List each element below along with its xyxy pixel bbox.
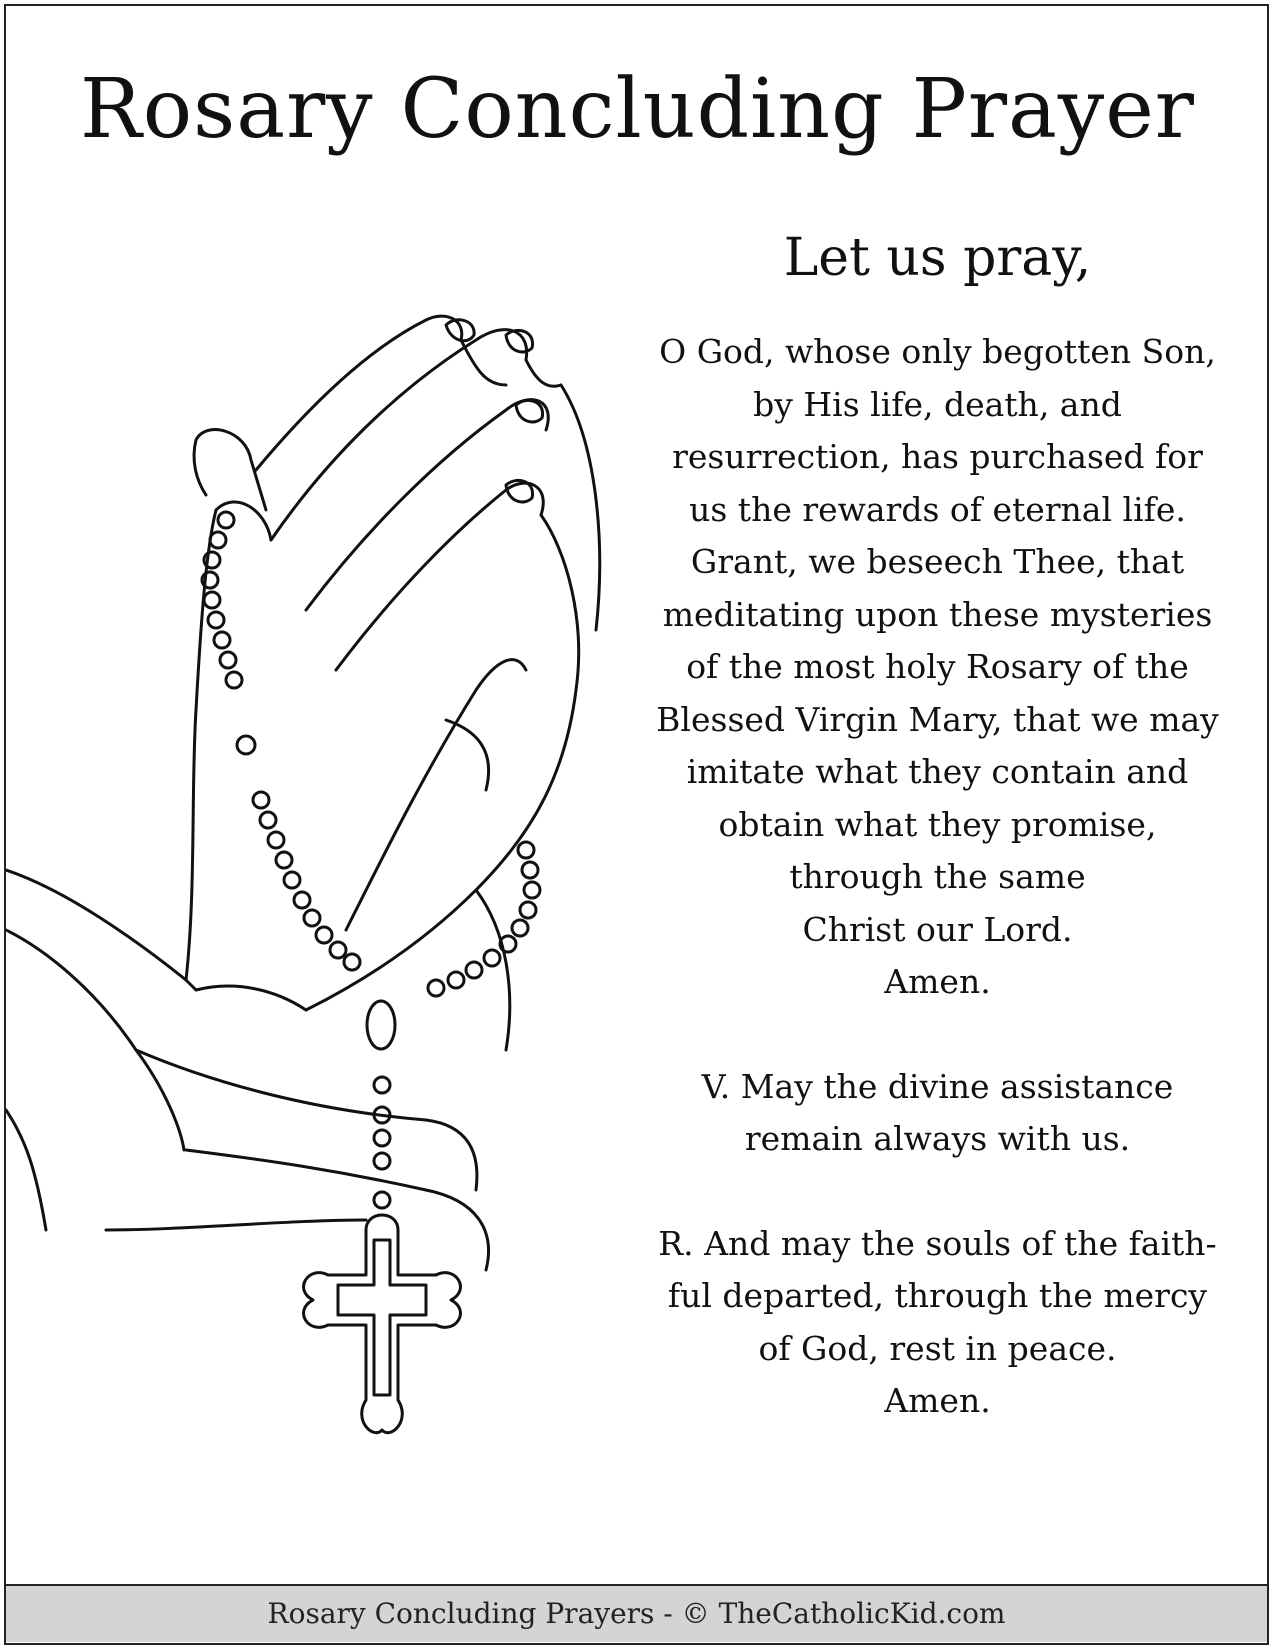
spacer	[650, 1166, 1225, 1218]
footer-credit: Rosary Concluding Prayers - © TheCatholicKid.com	[6, 1584, 1267, 1642]
prayer-line: Grant, we beseech Thee, that	[690, 542, 1185, 581]
prayer-line: by His life, death, and	[753, 384, 1122, 424]
praying-hands-with-rosary-icon	[6, 290, 646, 1500]
prayer-line: Amen.	[884, 962, 991, 1001]
response-line: ful departed, through the mercy	[667, 1276, 1208, 1315]
prayer-line: Blessed Virgin Mary, that we may	[656, 699, 1219, 739]
prayer-line: imitate what they contain and	[686, 752, 1189, 791]
response-line: Amen.	[884, 1381, 991, 1420]
prayer-line: of the most holy Rosary of the	[686, 647, 1189, 686]
page-title: Rosary Concluding Prayer	[80, 62, 1195, 157]
versicle-line: remain always with us.	[744, 1119, 1131, 1158]
response-line: R. And may the souls of the faith-	[658, 1223, 1217, 1263]
prayer-line: through the same	[789, 857, 1086, 896]
prayer-heading: Let us pray,	[783, 228, 1092, 288]
spacer	[650, 1009, 1225, 1061]
versicle-line: V. May the divine assistance	[701, 1066, 1174, 1106]
prayer-text	[650, 228, 1225, 1428]
response-line: of God, rest in peace.	[758, 1328, 1117, 1368]
prayer-line: resurrection, has purchased for	[672, 437, 1203, 476]
prayer-line: O God, whose only begotten Son,	[659, 332, 1216, 371]
prayer-line: meditating upon these mysteries	[662, 594, 1213, 634]
prayer-line: Christ our Lord.	[802, 909, 1073, 949]
prayer-line: obtain what they promise,	[718, 804, 1157, 844]
prayer-line: us the rewards of eternal life.	[689, 489, 1186, 529]
